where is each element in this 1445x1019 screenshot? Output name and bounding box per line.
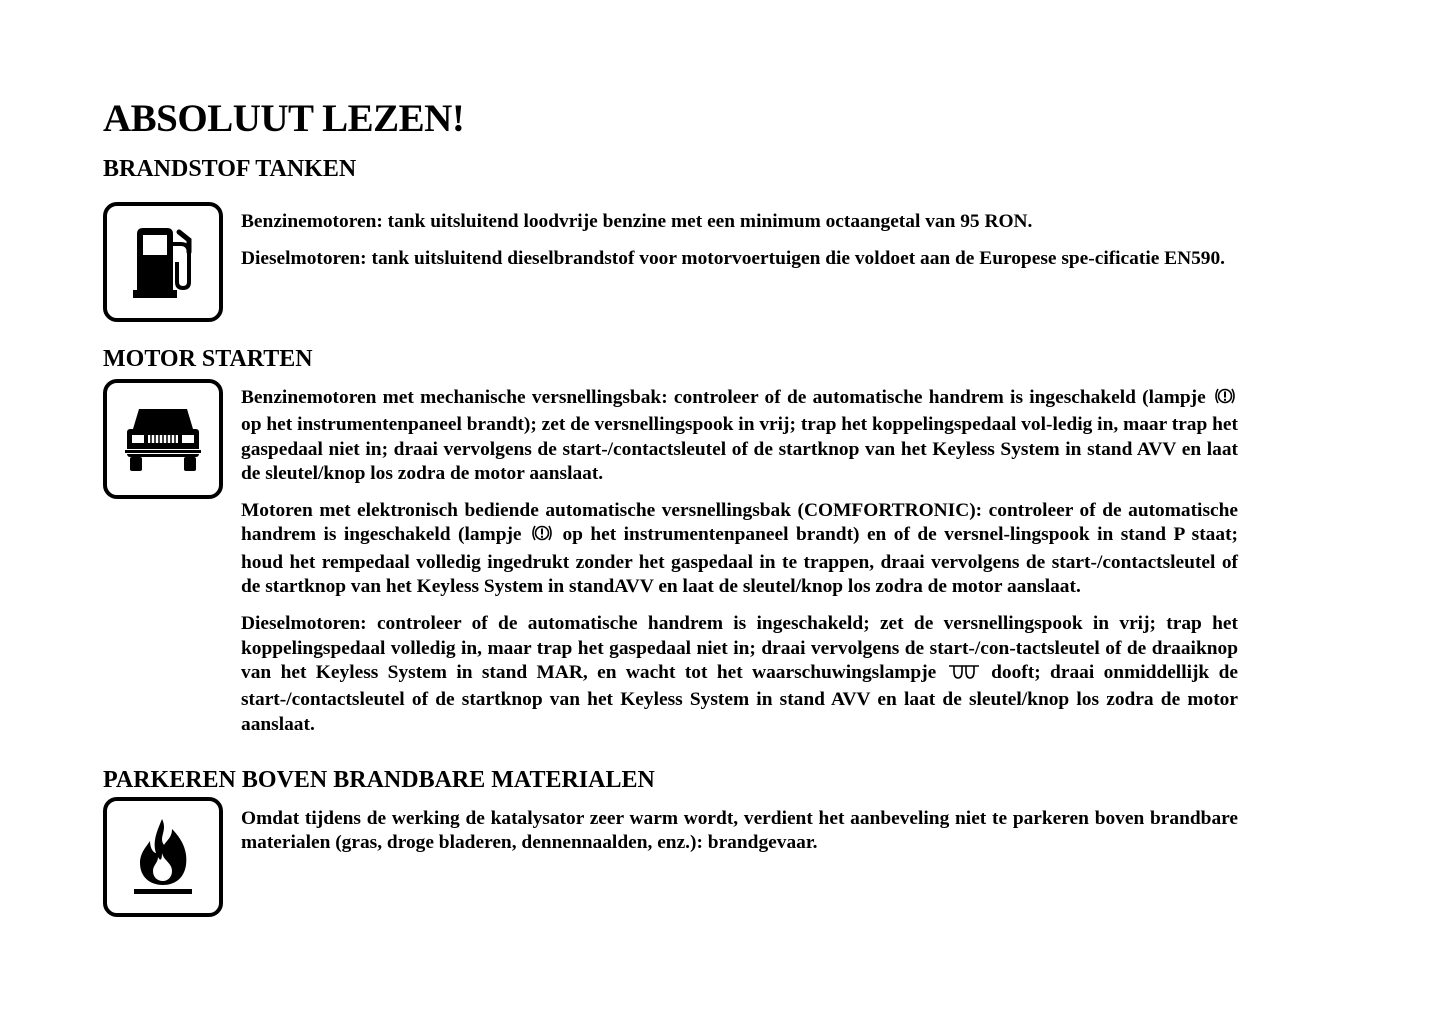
paragraph: Motoren met elektronisch bediende automatische versnellingsbak (COMFORTRONIC): controleer of de automatische handrem is ingeschakeld (lampje op het instrumentenpaneel brandt) en of de versnel-lingspook in stand P staat; houd het rempedaal volledig ingedrukt zonder het gaspedaal in te trappen, draai vervolgens de start-/contactsleutel of de startknop van het Keyless System in standAVV en laat de sleutel/knop los zodra de motor aanslaat. <box>241 500 1238 598</box>
car-front-icon <box>121 399 205 479</box>
flame-icon <box>128 815 198 899</box>
section-heading-parkeren: PARKEREN BOVEN BRANDBARE MATERIALEN <box>103 767 655 793</box>
paragraph: Dieselmotoren: controleer of de automatische handrem is ingeschakeld; zet de versnellingspook in vrij; trap het koppelingspedaal volledig in, maar trap het gaspedaal niet in; draai vervolgens de start-/con-tactsleutel of de draaiknop van het Keyless System in stand MAR, en wacht tot het waarschuwingslampje dooft; draai onmiddellijk de start-/contactsleutel of de startknop van het Keyless System in stand AVV en laat de sleutel/knop los zodra de motor aanslaat. <box>241 613 1238 735</box>
fuel-pump-icon <box>123 222 203 302</box>
flame-icon-box <box>103 797 223 917</box>
paragraph: Benzinemotoren met mechanische versnellingsbak: controleer of de automatische handrem is ingeschakeld (lampje op het instrumentenpaneel brandt); zet de versnellingspook in vrij; trap het koppelingspedaal vol-ledig in, maar trap het gaspedaal niet in; draai vervolgens de start-/contactsleutel of de startknop van het Keyless System in stand AVV en laat de sleutel/knop los zodra de motor aanslaat. <box>241 387 1238 484</box>
page-title: ABSOLUUT LEZEN! <box>103 97 465 140</box>
section-motor-starten-text <box>241 386 1238 750</box>
fuel-pump-icon-box <box>103 202 223 322</box>
parking-brake-warning-icon <box>531 523 553 550</box>
paragraph: Benzinemotoren: tank uitsluitend loodvrije benzine met een minimum octaangetal van 95 RON. <box>241 211 1033 232</box>
section-brandstof-tanken-text <box>241 210 1238 285</box>
glow-plug-icon <box>948 663 980 688</box>
section-heading-motor-starten: MOTOR STARTEN <box>103 346 313 372</box>
section-parkeren-text <box>241 807 1238 869</box>
parking-brake-warning-icon <box>1214 386 1236 413</box>
section-heading-brandstof-tanken: BRANDSTOF TANKEN <box>103 156 357 182</box>
paragraph: Dieselmotoren: tank uitsluitend dieselbrandstof voor motorvoertuigen die voldoet aan de Europese spe-cificatie EN590. <box>241 248 1226 270</box>
paragraph: Omdat tijdens de werking de katalysator zeer warm wordt, verdient het aanbeveling niet te parkeren boven brandbare materialen (gras, droge bladeren, dennennaalden, enz.): brandgevaar. <box>241 808 1238 854</box>
car-front-icon-box <box>103 379 223 499</box>
